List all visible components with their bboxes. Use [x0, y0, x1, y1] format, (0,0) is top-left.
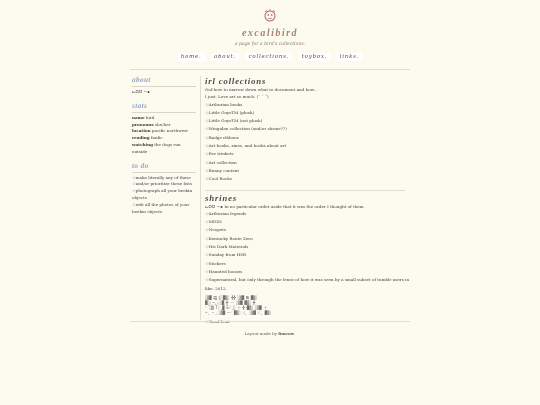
collection-link[interactable]: 🤍 Little GuysTM (plush) [205, 109, 410, 117]
irl-intro-2: I just. Love art so much. (ˆ ˘ ˆ) [205, 94, 269, 100]
glitch-text-line: ̴̨ ̵̡ ░▒▓ ̶̛ ▓▒░ ̷̢ ░▒▓ ̸̨ ▓▒░ [205, 309, 271, 315]
stat-reading: reading fanfic [132, 135, 163, 141]
stats-heading: stats [132, 102, 196, 113]
column-divider [200, 76, 201, 320]
irl-intro: Oof how to narrow down what to document and how... [205, 87, 318, 92]
collection-link[interactable]: 🤍 Little GuysTM (not plush) [205, 117, 410, 125]
shrine-link[interactable]: 🤍 Haunted houses [205, 268, 410, 276]
footer-author-link[interactable]: fimeow [278, 331, 295, 336]
todo-item: 🤍 make literally any of these [132, 175, 196, 182]
collection-link[interactable]: 🤍 Art books, zines, and books about art [205, 142, 410, 150]
header-divider [130, 69, 410, 70]
irl-collections-heading: irl collections [205, 76, 267, 86]
collection-link[interactable]: 🤍 Cool Rocks [205, 175, 410, 183]
shrine-link[interactable]: 🤍 Kentucky Route Zero [205, 235, 410, 243]
sidebar [132, 76, 196, 215]
shrines-heading: shrines [205, 192, 238, 203]
footer-divider [130, 321, 410, 322]
shrine-link[interactable]: 🤍 Stickers [205, 260, 410, 268]
footer-text: Layout made by [244, 331, 277, 336]
shrine-link[interactable]: 🤍 Good fruit [205, 318, 410, 326]
stat-name: name bird [132, 114, 155, 120]
todo-item: 🤍 edit all the photos of your beekin objects [132, 202, 196, 216]
collection-link[interactable]: 🤍 Arthurian books [205, 101, 410, 109]
site-title[interactable]: excalibird [241, 28, 299, 39]
stat-location: location pacific northwest [132, 128, 188, 134]
collection-link[interactable]: 🤍 Bunny content [205, 167, 410, 175]
about-text: ᓚᘏᗢ ~ᴥ [132, 89, 151, 94]
todo-item: 🤍 photograph all your beekin objects [132, 188, 196, 202]
glitch-text-line: ░▒▓ ᗩ̸̡͍ Ḽ̷͆ ▓▒░ ╬╬ ░▒▓ ᗷ̵͈ ▓▒░ [205, 294, 258, 300]
glitch-text-line: ▓░ ̸͔ ̴̢ ̷͉ ░▓ ╬ 〰 ░▒▓ ▓▒░ ╬ [205, 299, 255, 305]
collection-link[interactable]: 🤍 Badge ribbons [205, 134, 410, 142]
nav-about[interactable]: about. [211, 53, 239, 61]
bird-logo-icon [262, 8, 278, 22]
main-nav [0, 53, 540, 61]
collection-link[interactable]: 🤍 Wingulan collection (and/or shrine??) [205, 125, 410, 133]
shrine-link[interactable]: 🤍 Arthurian legends [205, 210, 410, 218]
footer-punct: . [294, 331, 296, 336]
site-tagline: a page for a bird's collections. [234, 42, 306, 47]
stat-watching: watching the dogs run outside [132, 141, 181, 154]
shrine-link[interactable]: 🤍 Neopets [205, 226, 410, 234]
collection-link[interactable]: 🤍 Art collection [205, 159, 410, 167]
shrine-link[interactable]: 🤍 Supernatural, but only through the lense of how it was seen by a small subset of tumblr users in like, 2012. [205, 276, 410, 292]
about-heading: about [132, 76, 196, 87]
collection-link[interactable]: 🤍 Fav trinkets [205, 150, 410, 158]
todo-heading: to do [132, 162, 196, 173]
shrine-link[interactable]: 🤍 MDZS [205, 218, 410, 226]
shrine-link[interactable]: 🤍 His Dark Materials [205, 243, 410, 251]
main-content [205, 76, 410, 326]
section-divider [205, 190, 405, 191]
nav-collections[interactable]: collections. [246, 53, 293, 61]
nav-links[interactable]: links. [337, 53, 362, 61]
todo-item: 🤍 and/or prioritize these lists [132, 181, 196, 188]
shrines-intro: ᓚᘏᗢ ~ᴥ In no particular order aside that it was the order I thought of them. [205, 203, 365, 209]
footer [0, 331, 540, 336]
stat-pronouns: pronouns she/her [132, 121, 171, 127]
nav-toybox[interactable]: toybox. [299, 53, 331, 61]
glitch-text-line[interactable]: ᵕ̈ ░▒ T̷̰ ▓ E̸̞ ░ ⊹ ╬ ▓▒░ ░▒▓ ⊹ [205, 304, 267, 310]
nav-home[interactable]: home. [178, 53, 205, 61]
shrine-link[interactable]: 🤍 Sunday from HSR [205, 251, 410, 259]
